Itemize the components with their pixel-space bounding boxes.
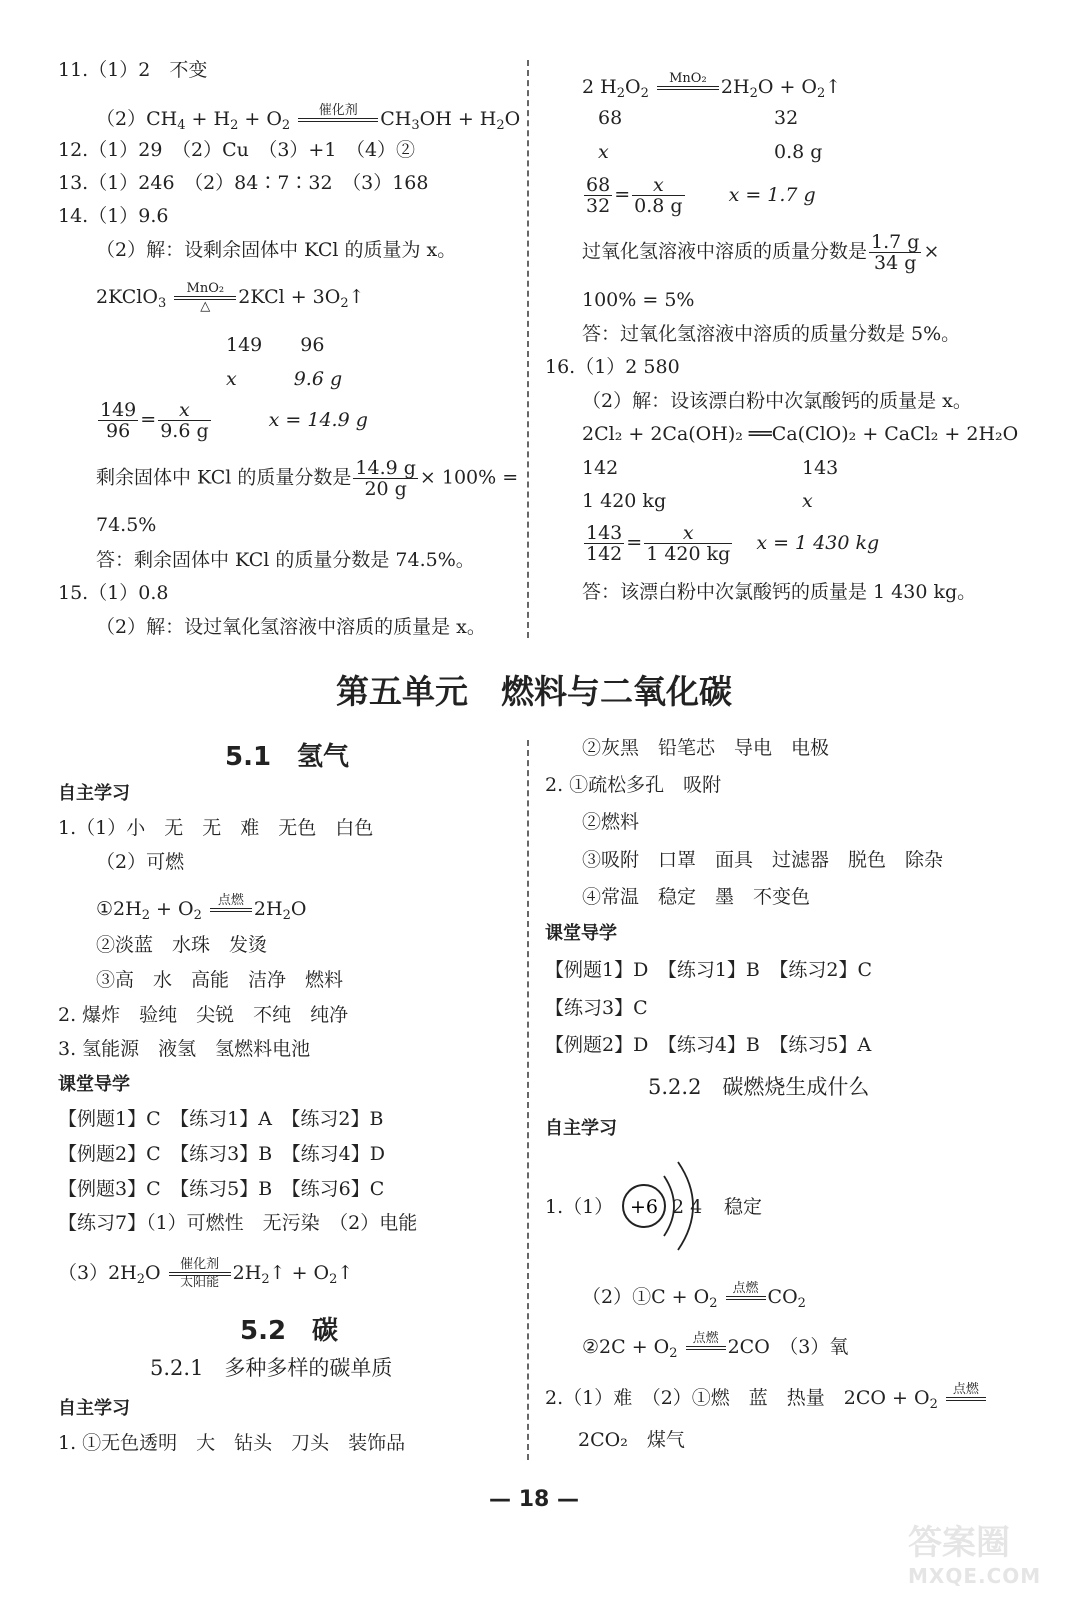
h2o2-mass-value: 100% = 5% xyxy=(582,289,695,311)
s522-q1-prefix: 1.（1） xyxy=(545,1196,614,1218)
section-5-2-1-title: 5.2.1 多种多样的碳单质 xyxy=(150,1356,393,1380)
q16-mass-142: 142 xyxy=(582,457,619,479)
s51-practice7: 【练习7】（1）可燃性 无污染 （2）电能 xyxy=(58,1212,418,1234)
q16-proportion: $\frac{143}{142}$ = $\frac{x}{1 420 kg}$ x = 1 430 kg xyxy=(586,522,880,565)
q16-mass-1420kg: 1 420 kg xyxy=(582,490,667,512)
s521-q2-line3: ③吸附 口罩 面具 过滤器 脱色 除杂 xyxy=(582,849,944,871)
s521-answers-row2: 【练习3】C xyxy=(545,997,648,1019)
s51-water-equation: $(3)2H_2O$ 催化剂 太阳能 $2H_2↑$ + $O_2↑$ xyxy=(58,1257,354,1290)
h2o2-proportion: $\frac{68}{32}$ = $\frac{x}{0.8 g}$ x = 1.7 g xyxy=(586,174,816,217)
self-study-heading-3: 自主学习 xyxy=(545,1118,617,1139)
q12: 12.（1）29 （2）Cu （3）+1 （4）② xyxy=(58,139,416,161)
q14-mass-fraction: 剩余固体中 KCl 的质量分数是 $\frac{14.9 g}{20 g}$ × 100% = xyxy=(96,457,519,500)
q16-x: x xyxy=(802,490,813,512)
q16-equation: 2Cl₂ + 2Ca(OH)₂ ══Ca(ClO)₂ + CaCl₂ + 2H₂O xyxy=(582,423,1019,445)
s522-c-complete-combustion: （2）①C + $O_2$ 点燃 $CO_2$ xyxy=(582,1281,806,1311)
q14-part2: （2）解：设剩余固体中 KCl 的质量为 x。 xyxy=(96,239,457,261)
unit-title: 第五单元 燃料与二氧化碳 xyxy=(336,672,732,711)
s521-answers-row3: 【例题2】D 【练习4】B 【练习5】A xyxy=(545,1034,872,1056)
s521-q1: 1. ①无色透明 大 钻头 刀头 装饰品 xyxy=(58,1432,406,1454)
q16-part2: （2）解：设该漂白粉中次氯酸钙的质量是 x。 xyxy=(582,390,972,412)
q14-mass-row2: x 9.6 g xyxy=(226,368,343,390)
s51-q1-1: 1.（1）小 无 无 难 无色 白色 xyxy=(58,817,374,839)
s51-q1-line5: ③高 水 高能 洁净 燃料 xyxy=(96,969,344,991)
q14-mass-value: 74.5% xyxy=(96,514,157,536)
electron-counts: 2 4 xyxy=(672,1196,703,1218)
s51-q1-line4: ②淡蓝 水珠 发烫 xyxy=(96,934,268,956)
watermark-logo: 答案圈 MXQE.COM xyxy=(908,1523,1042,1588)
s51-q3: 3. 氢能源 液氢 氢燃料电池 xyxy=(58,1038,311,1060)
section-5-1-title: 5.1 氢气 xyxy=(225,742,350,772)
nucleus-charge: +6 xyxy=(629,1196,659,1218)
h2o2-mass-fraction: 过氧化氢溶液中溶质的质量分数是 $\frac{1.7 g}{34 g}$ × xyxy=(582,231,940,274)
s51-h2-equation: $①2H_2 + O_2$ 点燃 $2H_2O$ xyxy=(96,893,307,923)
s521-answers-row1: 【例题1】D 【练习1】B 【练习2】C xyxy=(545,959,872,981)
h2o2-x: x xyxy=(598,141,609,163)
o2-mass-32: 32 xyxy=(774,107,799,129)
s51-q1-2: （2）可燃 xyxy=(96,851,185,873)
s51-answers-row3: 【例题3】C 【练习5】B 【练习6】C xyxy=(58,1178,385,1200)
self-study-heading: 自主学习 xyxy=(58,783,130,804)
q14-answer: 答：剩余固体中 KCl 的质量分数是 74.5%。 xyxy=(96,549,475,571)
s522-c-incomplete-combustion: ②2C + $O_2$ 点燃 2CO （3）氧 xyxy=(582,1331,849,1361)
s521-q2-line4: ④常温 稳定 墨 不变色 xyxy=(582,886,811,908)
s521-q1-line2: ②灰黑 铅笔芯 导电 电极 xyxy=(582,737,830,759)
self-study-heading-2: 自主学习 xyxy=(58,1398,130,1419)
s522-q2: 2.（1）难 （2）①燃 蓝 热量 $2CO + O_2$ 点燃 xyxy=(545,1383,988,1415)
column-divider-bottom xyxy=(527,740,529,1460)
s51-answers-row2: 【例题2】C 【练习3】B 【练习4】D xyxy=(58,1143,385,1165)
q15-part2: （2）解：设过氧化氢溶液中溶质的质量是 x。 xyxy=(96,616,486,638)
q14-mass-row1: 149 96 xyxy=(226,334,325,356)
column-divider-top xyxy=(527,60,529,638)
o2-08g: 0.8 g xyxy=(774,141,823,163)
section-5-2-title: 5.2 碳 xyxy=(240,1316,339,1346)
h2o2-equation: 2 $H_2O_2$ MnO₂ $2H_2O$ + $O_2↑$ xyxy=(582,71,842,101)
q14-proportion: $\frac{149}{96}$ = $\frac{x}{9.6 g}$ x = 14.9 g xyxy=(100,399,368,442)
q11-part2-equation: $(2)CH_4 + H_2 + O_2$ 催化剂 $CH_3OH + H_2O$ xyxy=(96,103,521,133)
q13: 13.（1）246 （2）84∶7∶32 （3）168 xyxy=(58,172,429,194)
q16-mass-143: 143 xyxy=(802,457,839,479)
s521-q2: 2. ①疏松多孔 吸附 xyxy=(545,774,722,796)
h2o2-mass-68: 68 xyxy=(598,107,623,129)
h2o2-answer: 答：过氧化氢溶液中溶质的质量分数是 5%。 xyxy=(582,323,961,345)
s521-q2-line2: ②燃料 xyxy=(582,811,640,833)
s522-q2-line2: 2CO₂ 煤气 xyxy=(578,1429,685,1451)
q16-part1: 16.（1）2 580 xyxy=(545,356,680,378)
q11-part1: 11.（1）2 不变 xyxy=(58,59,208,81)
q14-part1: 14.（1）9.6 xyxy=(58,205,169,227)
q14-equation: 2KClO$_3$ MnO₂ △ $2KCl + 3O_2↑$ xyxy=(96,281,365,314)
classroom-guide-heading: 课堂导学 xyxy=(58,1074,130,1095)
s51-q2: 2. 爆炸 验纯 尖锐 不纯 纯净 xyxy=(58,1004,349,1026)
s522-q1-stable: 稳定 xyxy=(724,1196,763,1218)
q15-part1: 15.（1）0.8 xyxy=(58,582,169,604)
s51-answers-row1: 【例题1】C 【练习1】A 【练习2】B xyxy=(58,1108,384,1130)
q16-answer: 答：该漂白粉中次氯酸钙的质量是 1 430 kg。 xyxy=(582,581,977,603)
section-5-2-2-title: 5.2.2 碳燃烧生成什么 xyxy=(648,1075,870,1099)
page-number: — 18 — xyxy=(489,1487,579,1512)
classroom-guide-heading-2: 课堂导学 xyxy=(545,923,617,944)
